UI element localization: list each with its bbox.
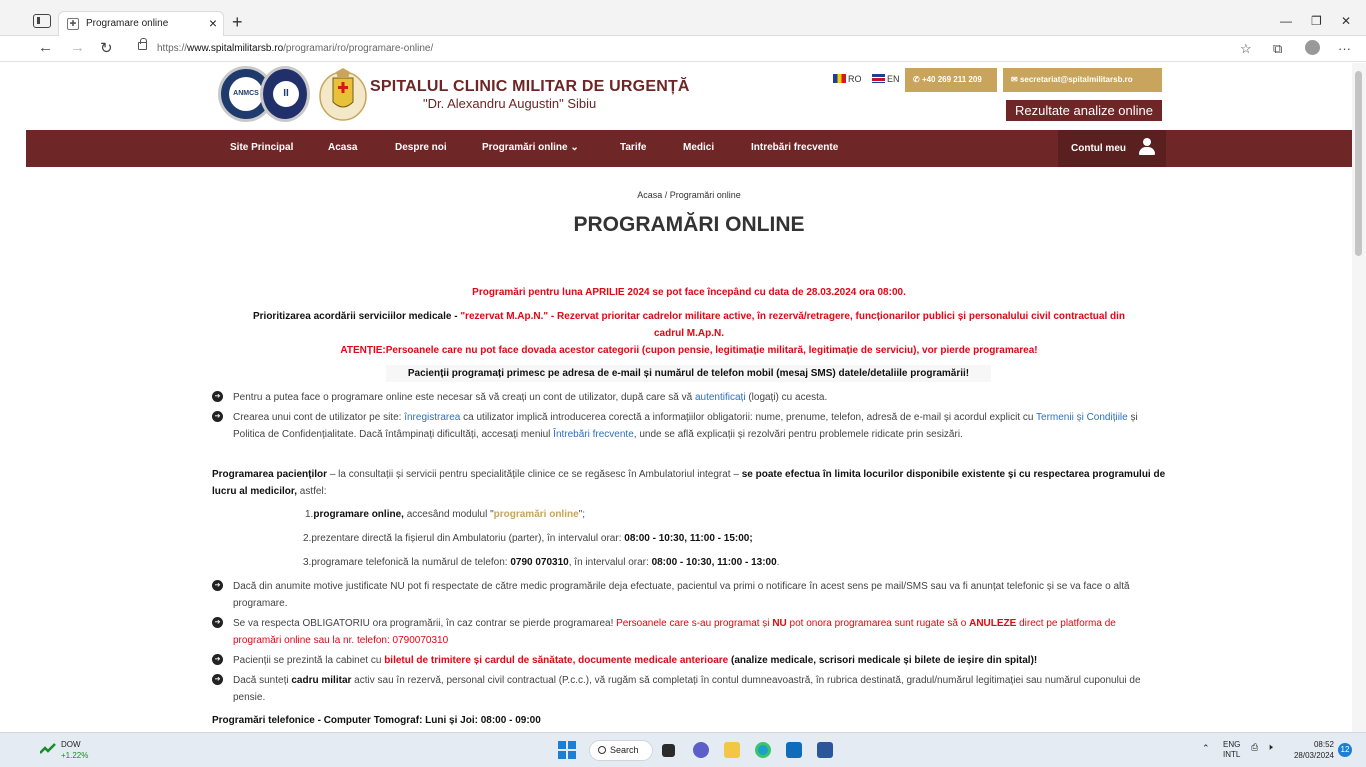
close-window-icon[interactable]: ✕ xyxy=(1341,14,1352,28)
lang-en-link[interactable]: EN xyxy=(872,74,900,84)
breadcrumb: Acasa / Programări online xyxy=(637,190,741,200)
account-label: Contul meu xyxy=(1071,143,1126,154)
forward-icon[interactable]: → xyxy=(70,39,85,56)
account-menu[interactable] xyxy=(1058,130,1166,167)
url-text[interactable]: https://www.spitalmilitarsb.ro/programari/ro/programare-online/ xyxy=(157,43,434,54)
nav-intrebari-frecvente[interactable]: Intrebări frecvente xyxy=(751,142,839,153)
tab-actions-icon[interactable] xyxy=(33,14,51,28)
hospital-subtitle: "Dr. Alexandru Augustin" Sibiu xyxy=(423,96,597,111)
language-indicator[interactable]: ENG INTL xyxy=(1223,740,1241,759)
list-item: ➔ Crearea unui cont de utilizator pe site: înregistrarea ca utilizator implică introducerea corectă a informațiilor obligatorii: nume, prenume, telefon, adresă de e-mail și acordul explicit cu Termenii și Condițiile și Politica de Confidențialitate. Dacă întâmpinați dificultăți, accesați meniul Întrebări frecvente, unde se află explicații și rezolvări pentru problemele ridicate prin sesizări. xyxy=(212,409,1172,443)
accreditation-badge xyxy=(260,66,310,122)
nav-medici[interactable]: Medici xyxy=(683,142,715,153)
nav-tarife[interactable]: Tarife xyxy=(620,142,647,153)
breadcrumb-home[interactable]: Acasa xyxy=(637,190,663,200)
url-field[interactable] xyxy=(127,38,1267,59)
faq-link[interactable]: Întrebări frecvente xyxy=(553,429,634,440)
lang-ro-link[interactable]: RO xyxy=(833,74,862,84)
notification-badge[interactable]: 12 xyxy=(1338,743,1352,757)
favorites-star-icon[interactable]: ☆ xyxy=(1240,41,1252,56)
anmcs-logo-text: ANMCS xyxy=(229,77,263,111)
clock[interactable]: 08:52 28/03/2024 xyxy=(1293,740,1334,760)
file-explorer-icon[interactable] xyxy=(724,742,740,758)
stock-change[interactable]: +1.22% xyxy=(61,751,89,760)
phone-button[interactable]: ✆ +40 269 211 209 xyxy=(905,68,997,92)
network-icon[interactable]: ⎙ xyxy=(1251,742,1259,752)
nav-site-principal[interactable]: Site Principal xyxy=(230,142,294,153)
user-icon xyxy=(1139,138,1155,156)
browser-tab-bar xyxy=(0,0,1366,36)
attention-notice: ATENȚIE:Persoanele care nu pot face dovada acestor categorii (cupon pensie, legitimație militară, legitimație de serviciu), vor pierde programarea! xyxy=(340,345,1038,356)
list-item: ➔ Dacă din anumite motive justificate NU pot fi respectate de către medic programările deja efectuate, pacientul va primi o notificare în acest sens pe mail/SMS sau va fi anunțat telefonic și se va face o altă programare. xyxy=(212,578,1166,612)
collections-icon[interactable]: ⧉ xyxy=(1273,41,1283,56)
page-title: PROGRAMĂRI ONLINE xyxy=(573,213,805,236)
back-icon[interactable]: ← xyxy=(38,39,53,56)
new-tab-icon[interactable]: + xyxy=(232,12,243,32)
outlook-icon[interactable] xyxy=(786,742,802,758)
list-item: ➔ Pentru a putea face o programare online este necesar să vă creați un cont de utilizator, după care să vă autentificați (logați) cu acesta. xyxy=(212,389,1166,406)
lock-icon[interactable] xyxy=(138,42,147,50)
romania-flag-icon xyxy=(833,74,846,83)
close-tab-icon[interactable]: × xyxy=(208,15,217,31)
hospital-name: SPITALUL CLINIC MILITAR DE URGENȚĂ xyxy=(370,78,690,95)
tray-chevron-icon[interactable]: ⌃ xyxy=(1202,743,1210,753)
notice-april: Programări pentru luna APRILIE 2024 se pot face începând cu data de 28.03.2024 ora 08:00. xyxy=(472,287,906,298)
list-item: ➔ Dacă sunteți cadru militar activ sau în rezervă, personal civil contractual (P.c.c.), vă rugăm să completați în contul dumneavoastră, în rubrica destinată, gradul/numărul legitimației sau numărul cuponului de pensie. xyxy=(212,672,1166,706)
refresh-icon[interactable]: ↻ xyxy=(100,40,113,57)
terms-link[interactable]: Termenii și Condițiile xyxy=(1036,412,1128,423)
more-menu-icon[interactable]: ··· xyxy=(1338,41,1351,56)
ct-heading: Programări telefonice - Computer Tomograf: Luni și Joi: 08:00 - 09:00 xyxy=(212,715,541,726)
results-online-button[interactable]: Rezultate analize online xyxy=(1006,100,1162,121)
nav-programari-online[interactable]: Programări online ⌄ xyxy=(482,142,579,153)
page-scrollbar[interactable] xyxy=(1352,63,1366,732)
priority-notice: Prioritizarea acordării serviciilor medicale - "rezervat M.Ap.N." - Rezervat prioritar cadrelor militare active, în rezervă/retragere, funcționarilor publici și personalului civil contractual din cadrul M.Ap.N. xyxy=(252,311,1125,339)
list-item: ➔ Se va respecta OBLIGATORIU ora programării, în caz contrar se pierde programarea! Persoanele care s-au programat și NU pot onora programarea sunt rugate să o ANULEZE direct pe platforma de programări online sau la nr. telefon: 0790070310 xyxy=(212,615,1166,649)
edge-browser-icon[interactable] xyxy=(755,742,771,758)
scheduling-paragraph: Programarea pacienților – la consultații și servicii pentru specialitățile clinice ce se regăsesc în Ambulatoriul integrat – se poate efectua în limita locurilor disponibile existente și cu respectarea programului de lucru al medicilor, astfel: xyxy=(212,469,1166,497)
method-online: 1.programare online, accesând modulul "programări online"; xyxy=(305,509,585,520)
main-nav xyxy=(26,130,1352,167)
tab-title: Programare online xyxy=(86,18,169,29)
taskbar-search[interactable]: Search xyxy=(589,740,653,761)
email-button[interactable]: ✉ secretariat@spitalmilitarsb.ro xyxy=(1003,68,1162,92)
method-phone: 3.programare telefonică la numărul de telefon: 0790 070310, în intervalul orar: 08:00 - 10:30, 11:00 - 13:00. xyxy=(303,557,780,568)
chevron-down-icon: ⌄ xyxy=(570,142,579,153)
register-link[interactable]: înregistrarea xyxy=(404,412,461,423)
scrollbar-thumb[interactable] xyxy=(1355,71,1362,256)
list-item: ➔ Pacienții se prezintă la cabinet cu biletul de trimitere și cardul de sănătate, documente medicale anterioare (analize medicale, scrisori medicale și bilete de ieșire din spital)! xyxy=(212,652,1166,669)
teams-chat-icon[interactable] xyxy=(693,742,709,758)
nav-acasa[interactable]: Acasa xyxy=(328,142,358,153)
nav-despre-noi[interactable]: Despre noi xyxy=(395,142,447,153)
volume-muted-icon[interactable]: 🕨 xyxy=(1267,742,1273,752)
website-viewport xyxy=(26,63,1352,732)
profile-avatar[interactable] xyxy=(1305,40,1320,55)
windows-taskbar xyxy=(0,732,1366,767)
stock-ticker[interactable]: DOW xyxy=(61,740,81,749)
site-favicon-icon: ✚ xyxy=(67,18,79,30)
login-link[interactable]: autentificați xyxy=(694,392,746,403)
task-view-icon[interactable] xyxy=(662,744,675,757)
online-module-link[interactable]: programări online xyxy=(493,509,579,520)
minimize-icon[interactable]: — xyxy=(1280,14,1292,28)
stock-trend-icon[interactable] xyxy=(40,743,56,754)
breadcrumb-current: Programări online xyxy=(669,190,741,200)
word-icon[interactable] xyxy=(817,742,833,758)
address-bar xyxy=(0,36,1366,62)
method-in-person: 2.prezentare directă la fișierul din Ambulatoriu (parter), în intervalul orar: 08:00 - 10:30, 11:00 - 15:00; xyxy=(303,533,753,544)
hospital-crest-logo xyxy=(318,66,368,122)
start-button[interactable] xyxy=(558,741,576,759)
uk-flag-icon xyxy=(872,74,885,83)
browser-tab[interactable] xyxy=(58,11,224,36)
restore-icon[interactable]: ❐ xyxy=(1311,14,1322,28)
accreditation-level: II xyxy=(273,81,299,107)
patients-info-box: Pacienții programați primesc pe adresa de e-mail și numărul de telefon mobil (mesaj SMS) datele/detaliile programării! xyxy=(386,365,991,382)
